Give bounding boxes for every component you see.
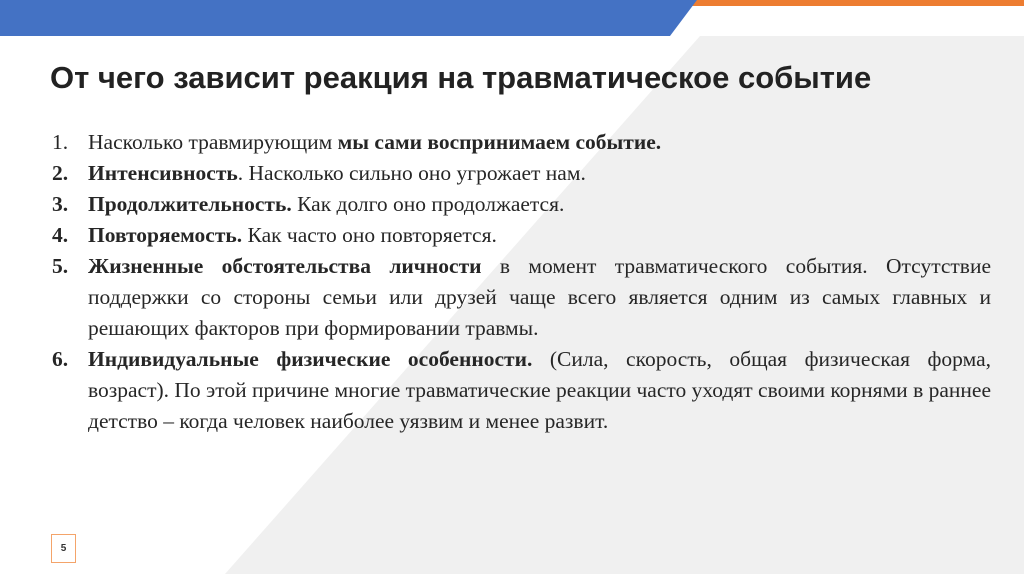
item-text-bold: Повторяемость. [88,223,243,247]
item-text [88,127,991,158]
list-item [52,189,991,220]
list-item [52,127,991,158]
item-number: 3. [52,192,69,216]
item-number: 6. [52,347,69,371]
list-item [52,220,991,251]
item-text-rest: (Сила, скорость, общая физическая форма, возраст). По этой причине многие травматические реакции часто уходят своими корнями в раннее детство – когда человек наиболее уязвим и менее развит. [88,347,991,433]
item-text [88,344,991,437]
item-number: 2. [52,161,69,185]
item-text-bold: Индивидуальные физические особенности. [88,347,533,371]
item-text [88,220,991,251]
top-bar-orange [676,0,1024,6]
item-number: 1. [52,130,69,154]
item-text-bold: Продолжительность. [88,192,292,216]
item-text-bold: Жизненные обстоятельства личности [88,254,482,278]
item-text-rest: Как долго оно продолжается. [291,192,565,216]
item-text-bold: Интенсивность [88,161,238,185]
list-item [52,251,991,344]
top-bar-blue [0,0,697,36]
item-text-emphasis: мы сами воспринимаем событие. [337,130,662,154]
item-text [88,251,991,344]
item-text-plain: Насколько травмирующим [88,130,338,154]
list-item [52,158,991,189]
item-text-rest: Как часто оно повторяется. [242,223,497,247]
item-text [88,189,991,220]
item-text [88,158,991,189]
item-text-rest: в момент травматического события. Отсутствие поддержки со стороны семьи или друзей чаще всего является одним из самых главных и решающих факторов при формировании травмы. [88,254,991,340]
item-number: 4. [52,223,69,247]
list-item [52,344,991,437]
factors-list [52,127,991,437]
slide-title: От чего зависит реакция на травматическое событие [50,60,872,95]
item-number: 5. [52,254,69,278]
item-text-rest: . Насколько сильно оно угрожает нам. [237,161,586,185]
page-number: 5 [51,534,76,563]
